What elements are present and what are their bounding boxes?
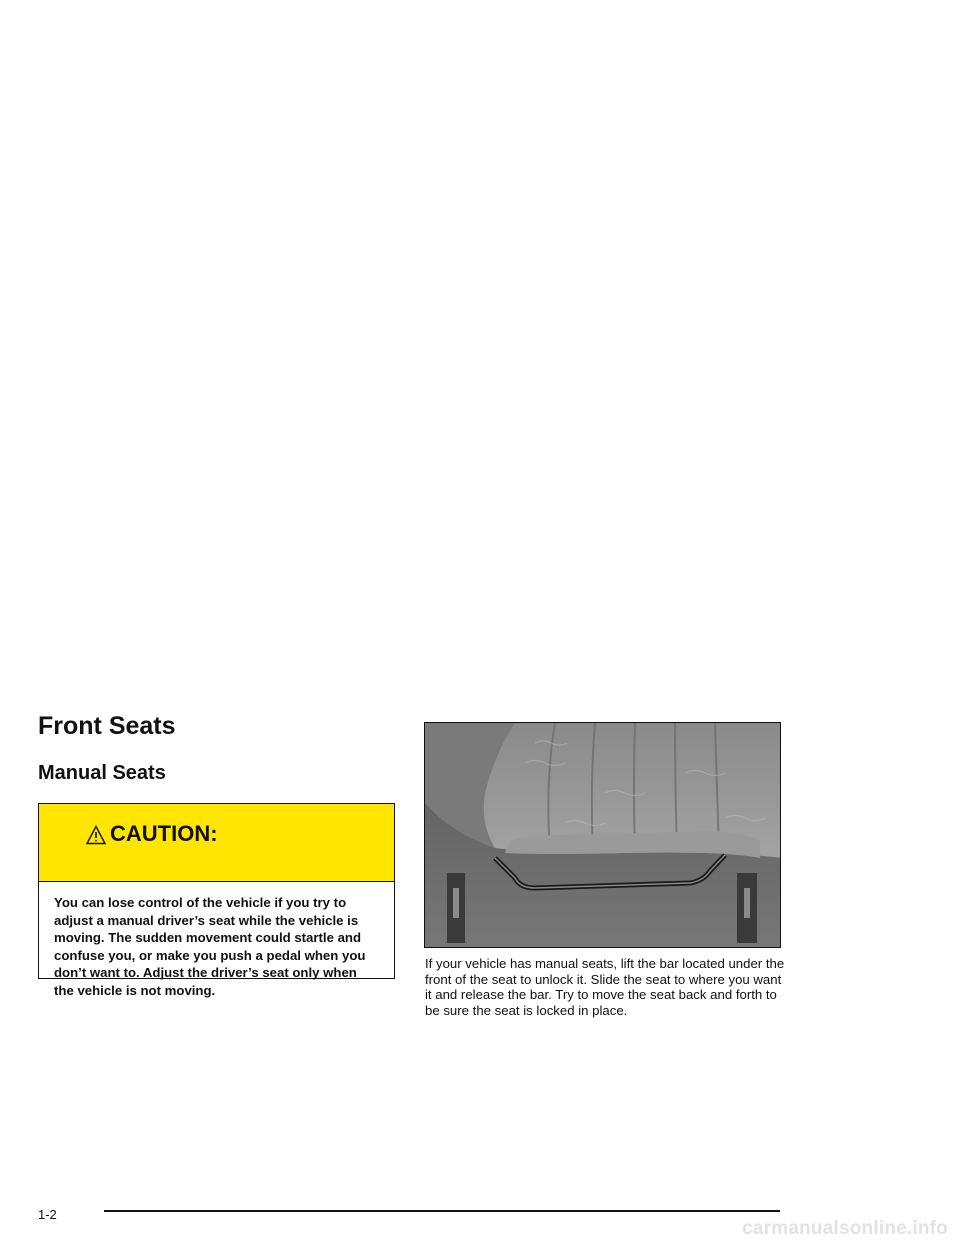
page-number: 1-2 [38, 1207, 57, 1222]
caution-box [38, 803, 395, 998]
seat-adjustment-bar-photo [424, 722, 781, 948]
watermark: carmanualsonline.info [742, 1218, 948, 1239]
caution-text: You can lose control of the vehicle if you try to adjust a manual driver’s seat while the vehicle is moving. The sudden movement could startle and confuse you, or make you push a pedal when you don’t want to. Adjust the driver’s seat only when the vehicle is not moving. [54, 895, 366, 998]
seat-photo-illustration [425, 723, 781, 948]
body-text: If your vehicle has manual seats, lift the bar located under the front of the seat to unlock it. Slide the seat to where you want it and release the bar. Try to move the seat back and forth to be sure the seat is locked in place. [425, 956, 785, 1018]
section-title: Manual Seats [38, 762, 166, 784]
caution-label: CAUTION: [110, 821, 218, 846]
footer-rule [104, 1210, 780, 1212]
caution-header [39, 804, 394, 882]
page-title: Front Seats [38, 712, 176, 740]
